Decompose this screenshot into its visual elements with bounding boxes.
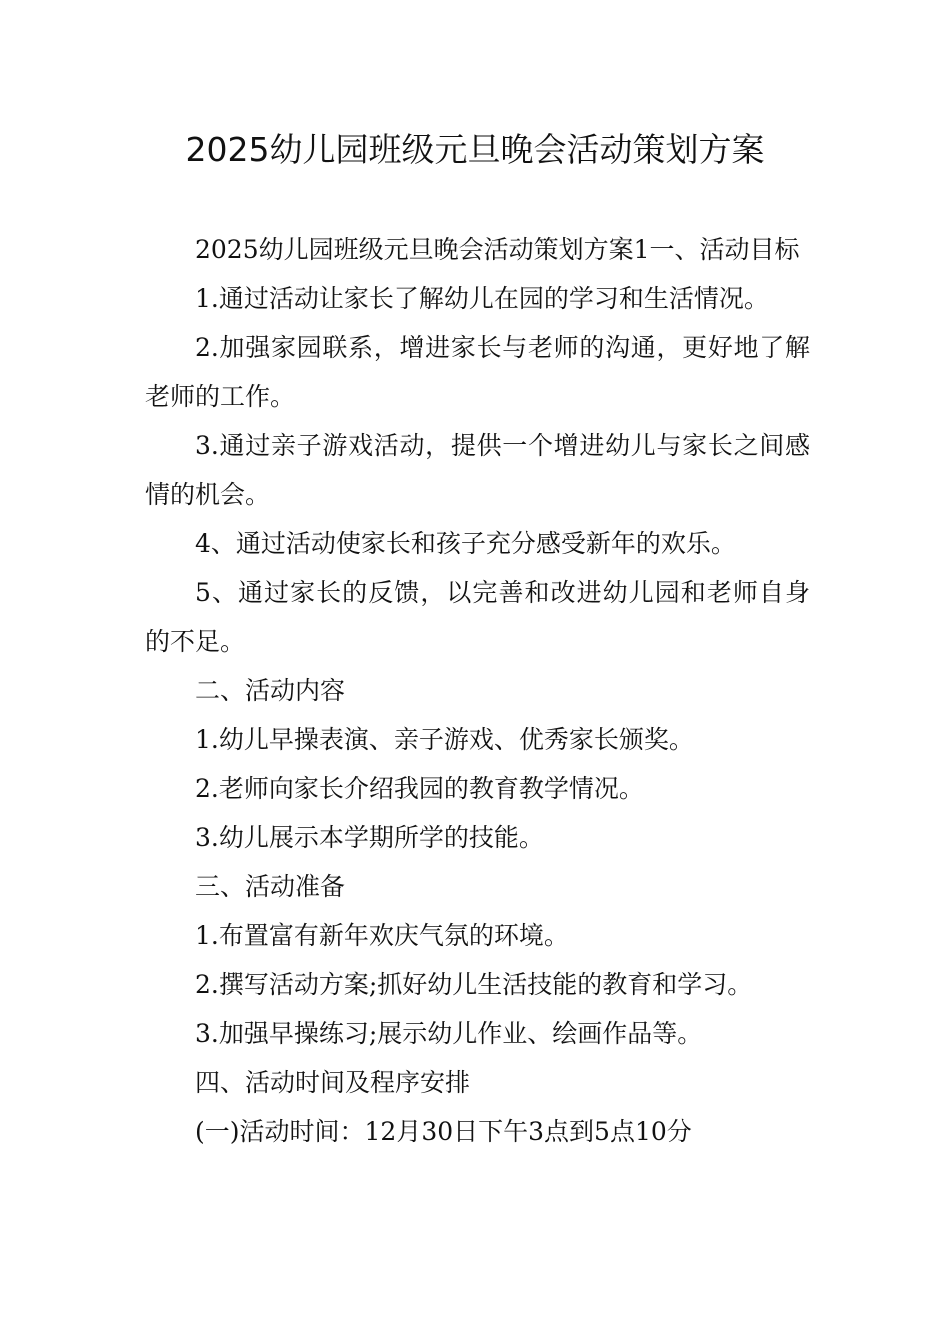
paragraph-preparation-1: 1.布置富有新年欢庆气氛的环境。 [195,921,569,950]
paragraph-goal-1: 1.通过活动让家长了解幼儿在园的学习和生活情况。 [195,284,769,313]
paragraph-preparation-3: 3.加强早操练习;展示幼儿作业、绘画作品等。 [195,1019,703,1048]
section-heading-schedule: 四、活动时间及程序安排 [195,1068,471,1097]
paragraph-goal-3: 3.通过亲子游戏活动，提供一个增进幼儿与家长之间感情的机会。 [145,431,810,509]
paragraph-goal-4: 4、通过活动使家长和孩子充分感受新年的欢乐。 [195,529,736,558]
paragraph-goal-2: 2.加强家园联系，增进家长与老师的沟通，更好地了解老师的工作。 [145,333,810,411]
paragraph-content-1: 1.幼儿早操表演、亲子游戏、优秀家长颁奖。 [195,725,694,754]
paragraph-content-2: 2.老师向家长介绍我园的教育教学情况。 [195,774,644,803]
section-heading-content: 二、活动内容 [195,676,346,705]
document-title: 2025幼儿园班级元旦晚会活动策划方案 [185,130,765,169]
paragraph-intro-goals: 2025幼儿园班级元旦晚会活动策划方案1一、活动目标 [195,235,800,264]
paragraph-content-3: 3.幼儿展示本学期所学的技能。 [195,823,544,852]
paragraph-goal-5: 5、通过家长的反馈，以完善和改进幼儿园和老师自身的不足。 [145,578,810,656]
paragraph-preparation-2: 2.撰写活动方案;抓好幼儿生活技能的教育和学习。 [195,970,753,999]
paragraph-schedule-time: (一)活动时间：12月30日下午3点到5点10分 [195,1117,692,1146]
document-body [145,225,810,1156]
section-heading-preparation: 三、活动准备 [195,872,346,901]
